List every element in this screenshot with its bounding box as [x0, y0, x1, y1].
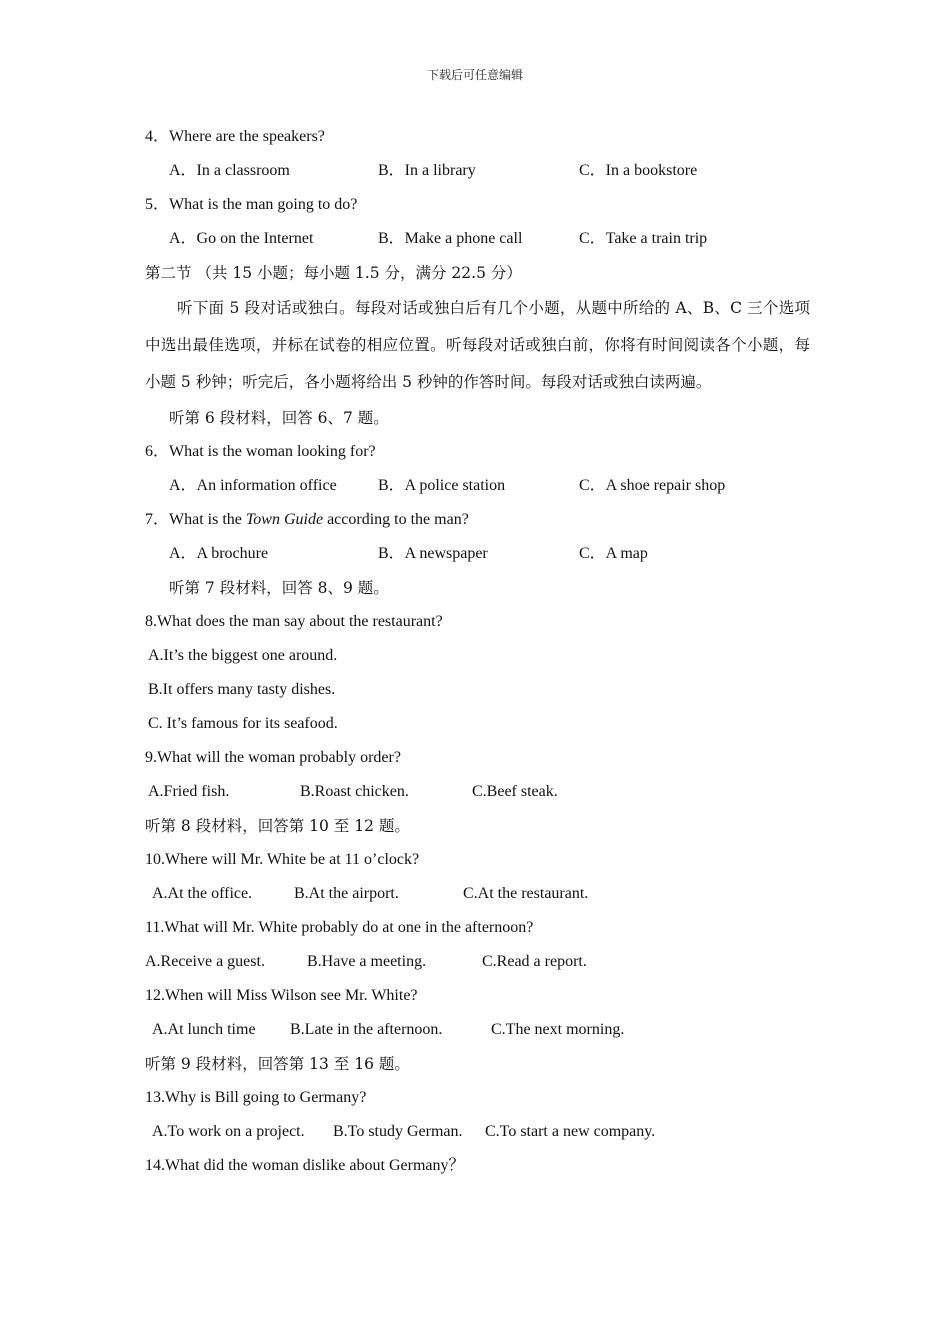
section-instructions: 听下面 5 段对话或独白。每段对话或独白后有几个小题，从题中所给的 A、B、C 三个选项中选出最佳选项，并标在试卷的相应位置。听每段对话或独白前，你将有时间阅读各个小题，每小题 5 秒钟；听完后，各小题将给出 5 秒钟的作答时间。每段对话或独白读两遍。 [145, 299, 810, 391]
option-c: C.Beef steak. [472, 783, 558, 800]
question-11-options [145, 945, 810, 979]
option-c: C.At the restaurant. [463, 885, 589, 902]
option-b: B．Make a phone call [378, 230, 523, 247]
question-7 [145, 503, 810, 537]
option-b: B.To study German. [333, 1123, 463, 1140]
question-12-options [145, 1013, 810, 1047]
question-14: 14.What did the woman dislike about Germany？ [145, 1157, 465, 1174]
option-a: A.To work on a project. [152, 1123, 305, 1140]
option-a: A．Go on the Internet [169, 230, 314, 247]
question-5-options [145, 222, 810, 256]
option-b: B.Roast chicken. [300, 783, 409, 800]
option-b: B．In a library [378, 162, 476, 179]
option-b: B.Late in the afternoon. [290, 1021, 443, 1038]
material-heading: 听第 8 段材料，回答第 10 至 12 题。 [145, 817, 410, 835]
question-6-options [145, 469, 810, 503]
question-4: 4．Where are the speakers? [145, 128, 325, 145]
question-8: 8.What does the man say about the restaurant? [145, 613, 443, 630]
question-7-options [145, 537, 810, 571]
option-c: C．A shoe repair shop [579, 477, 726, 494]
material-heading: 听第 7 段材料，回答 8、9 题。 [169, 579, 389, 597]
option-c: C．A map [579, 545, 648, 562]
option-b: B.It offers many tasty dishes. [148, 681, 336, 698]
section-title: 第二节 （共 15 小题；每小题 1.5 分，满分 22.5 分） [145, 264, 522, 282]
question-7-pre: 7．What is the [145, 511, 246, 528]
question-7-post: according to the man? [323, 511, 469, 528]
option-a: A.It’s the biggest one around. [148, 647, 338, 664]
question-6: 6．What is the woman looking for? [145, 443, 376, 460]
question-9: 9.What will the woman probably order? [145, 749, 401, 766]
question-10: 10.Where will Mr. White be at 11 o’clock? [145, 851, 420, 868]
option-a: A．A brochure [169, 545, 269, 562]
option-a: A.Receive a guest. [145, 953, 265, 970]
exam-page [145, 120, 810, 1183]
question-13-options [145, 1115, 810, 1149]
option-a: A.Fried fish. [148, 783, 230, 800]
question-5: 5．What is the man going to do? [145, 196, 358, 213]
question-9-options [145, 775, 810, 809]
option-b: B.At the airport. [294, 885, 399, 902]
option-c: C.The next morning. [491, 1021, 625, 1038]
option-c: C.Read a report. [482, 953, 587, 970]
option-b: B．A newspaper [378, 545, 488, 562]
option-a: A.At lunch time [152, 1021, 256, 1038]
option-c: C.To start a new company. [485, 1123, 656, 1140]
question-11: 11.What will Mr. White probably do at one in the afternoon? [145, 919, 534, 936]
question-12: 12.When will Miss Wilson see Mr. White? [145, 987, 418, 1004]
option-c: C．In a bookstore [579, 162, 698, 179]
option-a: A.At the office. [152, 885, 253, 902]
question-13: 13.Why is Bill going to Germany? [145, 1089, 367, 1106]
material-heading: 听第 6 段材料，回答 6、7 题。 [169, 409, 389, 427]
option-c: C．Take a train trip [579, 230, 708, 247]
header-note: 下载后可任意编辑 [426, 68, 523, 82]
option-a: A．In a classroom [169, 162, 290, 179]
option-b: B．A police station [378, 477, 506, 494]
option-a: A．An information office [169, 477, 337, 494]
question-4-options [145, 154, 810, 188]
question-10-options [145, 877, 810, 911]
question-7-italic: Town Guide [245, 511, 324, 528]
option-b: B.Have a meeting. [307, 953, 427, 970]
material-heading: 听第 9 段材料，回答第 13 至 16 题。 [145, 1055, 410, 1073]
option-c: C. It’s famous for its seafood. [148, 715, 338, 732]
